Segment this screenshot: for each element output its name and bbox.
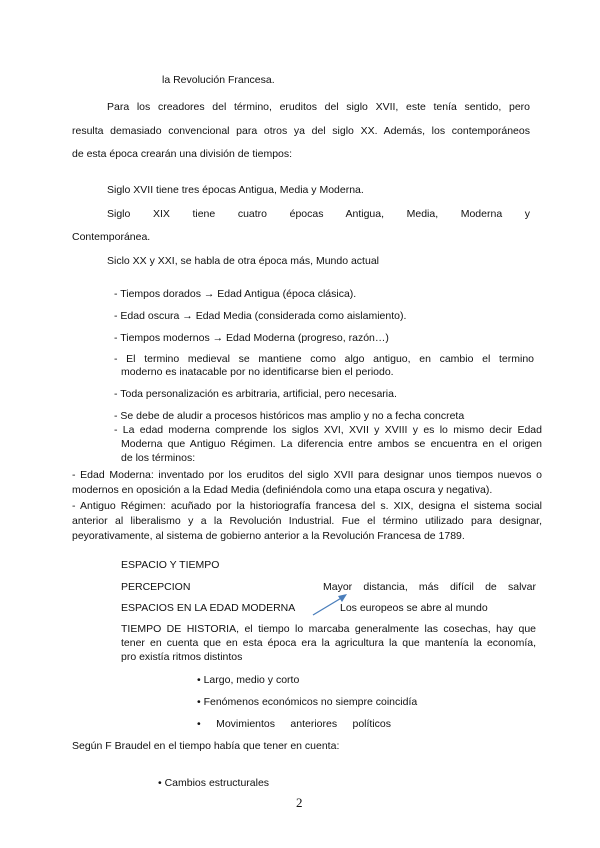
europeos-text: Los europeos se abre al mundo (340, 602, 488, 614)
period-xix-line-2: Contemporánea. (72, 231, 151, 243)
braudel-text: Según F Braudel en el tiempo había que tener en cuenta: (72, 740, 340, 752)
intro-line-1: Para los creadores del término, eruditos del siglo XVII, este tenía sentido, pero (107, 101, 530, 113)
bullet-procesos: - Se debe de aludir a procesos históricos mas amplio y no a fecha concreta (114, 410, 465, 422)
cambios-estructurales: • Cambios estructurales (158, 777, 270, 789)
bullet-medieval-line-2: moderno es inatacable por no identificarse bien el periodo. (121, 366, 394, 378)
heading-fragment: la Revolución Francesa. (162, 74, 275, 86)
def-antiguo-regimen-line-1: - Antiguo Régimen: acuñado por la historiografía francesa del s. XIX, designa el sistema social (72, 500, 542, 512)
def-antiguo-regimen-line-3: peyorativamente, al sistema de gobierno anterior a la Revolución Francesa de 1789. (72, 530, 465, 542)
tiempo-historia-line-3: pro existía ritmos distintos (121, 651, 243, 663)
mayor-distancia-text: Mayor distancia, más difícil de salvar (323, 581, 536, 593)
bullet-edad-moderna-line-3: de los términos: (121, 452, 196, 464)
period-xvii: Siglo XVII tiene tres épocas Antigua, Media y Moderna. (107, 184, 364, 196)
bullet-personalizacion: - Toda personalización es arbitraria, artificial, pero necesaria. (114, 388, 397, 400)
ritmo-fenomenos: • Fenómenos económicos no siempre coincidía (197, 696, 418, 708)
tiempo-historia-line-2: tener en cuenta que en esta época era la agricultura la que mantenía la economía, (121, 637, 536, 649)
period-xix-line-1: Siglo XIX tiene cuatro épocas Antigua, Media, Moderna y (107, 208, 530, 220)
intro-line-3: de esta época crearán una división de tiempos: (72, 148, 293, 160)
def-edad-moderna-line-1: - Edad Moderna: inventado por los eruditos del siglo XVII para designar unos tiempos nuevos o (72, 469, 542, 481)
bullet-tiempos-dorados: - Tiempos dorados → Edad Antigua (época clásica). (114, 288, 357, 300)
period-xx-xxi: Siclo XX y XXI, se habla de otra época más, Mundo actual (107, 255, 379, 267)
espacio-title: ESPACIO Y TIEMPO (121, 559, 220, 571)
def-antiguo-regimen-line-2: anterior al liberalismo y a la Revolución Industrial. Fue el término utilizado para designar, (72, 515, 542, 527)
def-edad-moderna-line-2: modernos en oposición a la Edad Media (definiéndola como una etapa oscura y negativa). (72, 484, 493, 496)
espacios-label: ESPACIOS EN LA EDAD MODERNA (121, 602, 296, 614)
tiempo-historia-line-1: TIEMPO DE HISTORIA, el tiempo lo marcaba generalmente las cosechas, hay que (121, 623, 536, 635)
percepcion-label: PERCEPCION (121, 581, 191, 593)
ritmo-movimientos: • Movimientos anteriores políticos (197, 718, 391, 730)
bullet-tiempos-modernos: - Tiempos modernos → Edad Moderna (progreso, razón…) (114, 332, 389, 344)
ritmo-largo: • Largo, medio y corto (197, 674, 300, 686)
intro-line-2: resulta demasiado convencional para otros ya del siglo XX. Además, los contemporáneos (72, 125, 530, 137)
bullet-edad-moderna-line-2: Moderna que Antiguo Régimen. La diferencia entre ambos se encuentra en el origen (121, 438, 542, 450)
bullet-medieval-line-1: - El termino medieval se mantiene como algo antiguo, en cambio el termino (114, 353, 534, 365)
page-number: 2 (296, 795, 303, 810)
bullet-edad-moderna-line-1: - La edad moderna comprende los siglos XVI, XVII y XVIII y es lo mismo decir Edad (114, 424, 542, 436)
bullet-edad-oscura: - Edad oscura → Edad Media (considerada como aislamiento). (114, 310, 407, 322)
